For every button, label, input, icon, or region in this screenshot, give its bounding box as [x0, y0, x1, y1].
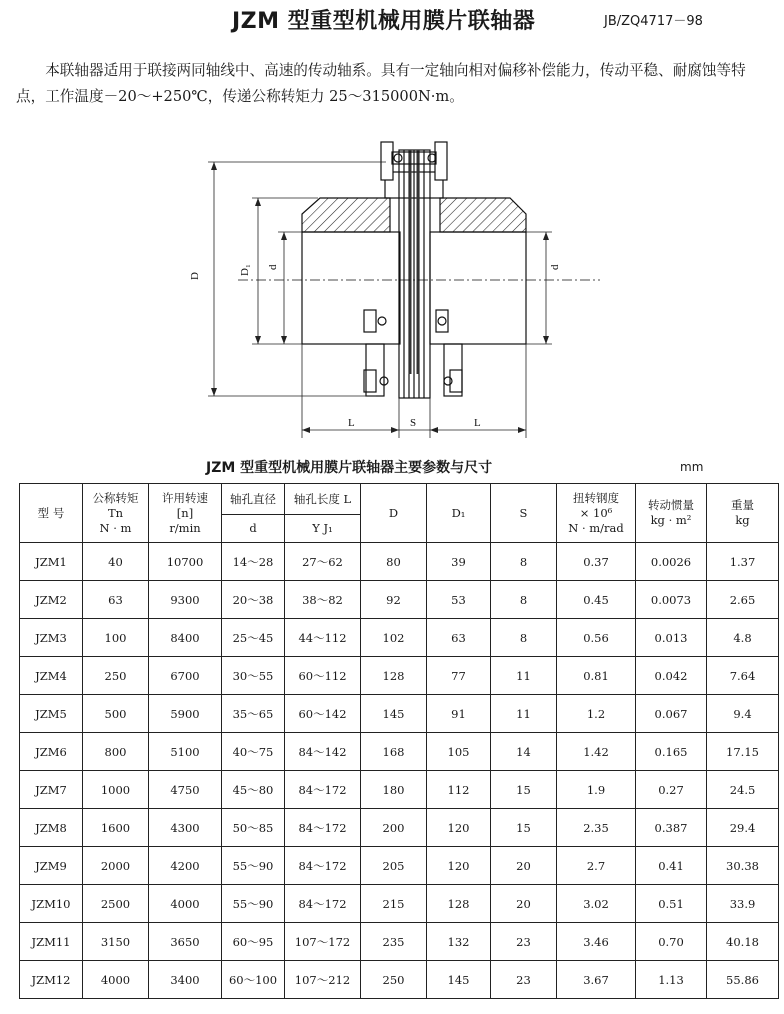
cell-D: 80	[361, 543, 427, 581]
header-stiffness-line2: × 10⁶	[579, 505, 613, 520]
cell-stiffness: 2.7	[557, 847, 636, 885]
cell-weight: 1.37	[707, 543, 779, 581]
dim-label-S: S	[410, 417, 417, 429]
cell-inertia: 0.51	[636, 885, 707, 923]
left-hub-flange-hatch	[302, 198, 390, 232]
cell-length: 38～82	[285, 581, 361, 619]
header-speed-unit: r/min	[169, 520, 201, 535]
cell-model: JZM10	[20, 885, 83, 923]
cell-bore: 60～100	[222, 961, 285, 999]
cell-S: 20	[491, 885, 557, 923]
cell-D: 168	[361, 733, 427, 771]
cell-torque: 1600	[83, 809, 149, 847]
cell-model: JZM6	[20, 733, 83, 771]
cell-bore: 55～90	[222, 847, 285, 885]
header-bore-sub: d	[222, 515, 285, 543]
cell-weight: 17.15	[707, 733, 779, 771]
cell-D1: 120	[427, 809, 491, 847]
header-inertia	[636, 484, 707, 543]
cell-speed: 4750	[149, 771, 222, 809]
cell-D: 215	[361, 885, 427, 923]
standard-number: JB/ZQ4717－98	[604, 14, 703, 29]
cell-bore: 25～45	[222, 619, 285, 657]
cell-weight: 40.18	[707, 923, 779, 961]
cell-D1: 145	[427, 961, 491, 999]
cell-length: 84～172	[285, 809, 361, 847]
cell-model: JZM7	[20, 771, 83, 809]
top-bolt-left	[381, 142, 393, 180]
cell-D1: 77	[427, 657, 491, 695]
cell-length: 60～112	[285, 657, 361, 695]
cell-model: JZM1	[20, 543, 83, 581]
cell-bore: 50～85	[222, 809, 285, 847]
cell-inertia: 0.042	[636, 657, 707, 695]
header-model: 型 号	[20, 484, 83, 543]
header-stiffness	[557, 484, 636, 543]
cell-speed: 3400	[149, 961, 222, 999]
cell-bore: 35～65	[222, 695, 285, 733]
cell-inertia: 0.41	[636, 847, 707, 885]
table-title: JZM 型重型机械用膜片联轴器主要参数与尺寸	[206, 460, 493, 476]
table-row	[20, 961, 779, 999]
cell-S: 15	[491, 809, 557, 847]
cell-D: 250	[361, 961, 427, 999]
cell-bore: 55～90	[222, 885, 285, 923]
table-row	[20, 657, 779, 695]
cell-inertia: 0.70	[636, 923, 707, 961]
cell-bore: 20～38	[222, 581, 285, 619]
cell-weight: 30.38	[707, 847, 779, 885]
header-inertia-label: 转动惯量	[648, 498, 694, 512]
dim-label-L-left: L	[348, 417, 355, 429]
cell-inertia: 0.067	[636, 695, 707, 733]
table-header-row	[20, 484, 779, 515]
cell-D1: 63	[427, 619, 491, 657]
cell-weight: 29.4	[707, 809, 779, 847]
cell-bore: 60～95	[222, 923, 285, 961]
cell-S: 23	[491, 923, 557, 961]
header-weight-unit: kg	[735, 513, 750, 527]
cell-speed: 4200	[149, 847, 222, 885]
cell-inertia: 1.13	[636, 961, 707, 999]
cell-bore: 45～80	[222, 771, 285, 809]
cell-speed: 5900	[149, 695, 222, 733]
cell-torque: 2500	[83, 885, 149, 923]
table-row	[20, 619, 779, 657]
table-row	[20, 543, 779, 581]
table-row	[20, 885, 779, 923]
cell-speed: 9300	[149, 581, 222, 619]
cell-D: 145	[361, 695, 427, 733]
cell-D1: 91	[427, 695, 491, 733]
header-speed-line1: 许用转速	[162, 490, 208, 505]
cell-D: 92	[361, 581, 427, 619]
cell-D: 180	[361, 771, 427, 809]
cell-stiffness: 3.02	[557, 885, 636, 923]
header-speed	[149, 484, 222, 543]
header-torque-unit: N · m	[99, 520, 132, 535]
table-row	[20, 809, 779, 847]
cell-stiffness: 3.46	[557, 923, 636, 961]
cell-torque: 3150	[83, 923, 149, 961]
header-torque-line2: Tn	[107, 505, 124, 520]
cell-S: 14	[491, 733, 557, 771]
cell-torque: 63	[83, 581, 149, 619]
table-row	[20, 733, 779, 771]
cell-stiffness: 0.81	[557, 657, 636, 695]
table-row	[20, 771, 779, 809]
header-weight	[707, 484, 779, 543]
left-hub-body	[302, 232, 400, 344]
cell-weight: 24.5	[707, 771, 779, 809]
table-row	[20, 923, 779, 961]
coupling-section-svg	[0, 120, 784, 450]
cell-speed: 6700	[149, 657, 222, 695]
cell-length: 107～212	[285, 961, 361, 999]
cell-torque: 250	[83, 657, 149, 695]
cell-D: 200	[361, 809, 427, 847]
table-unit: mm	[680, 460, 704, 474]
cell-stiffness: 0.56	[557, 619, 636, 657]
cell-inertia: 0.0026	[636, 543, 707, 581]
cell-length: 44～112	[285, 619, 361, 657]
cell-inertia: 0.165	[636, 733, 707, 771]
cell-stiffness: 2.35	[557, 809, 636, 847]
header-length-sub: Y J₁	[285, 515, 361, 543]
cell-bore: 30～55	[222, 657, 285, 695]
cell-weight: 55.86	[707, 961, 779, 999]
coupling-drawing	[0, 120, 784, 450]
cell-torque: 2000	[83, 847, 149, 885]
cell-D: 235	[361, 923, 427, 961]
table-body	[20, 543, 779, 999]
header-D: D	[361, 484, 427, 543]
cell-D1: 128	[427, 885, 491, 923]
cell-inertia: 0.0073	[636, 581, 707, 619]
cell-stiffness: 1.2	[557, 695, 636, 733]
cell-torque: 4000	[83, 961, 149, 999]
cell-S: 11	[491, 657, 557, 695]
cell-D1: 53	[427, 581, 491, 619]
table-row	[20, 581, 779, 619]
cell-length: 84～172	[285, 771, 361, 809]
cell-S: 15	[491, 771, 557, 809]
cell-length: 84～172	[285, 847, 361, 885]
cell-model: JZM5	[20, 695, 83, 733]
dim-label-D1: D₁	[239, 264, 251, 276]
cell-D1: 105	[427, 733, 491, 771]
table-row	[20, 847, 779, 885]
header-weight-label: 重量	[731, 498, 754, 512]
cell-model: JZM4	[20, 657, 83, 695]
cell-D: 128	[361, 657, 427, 695]
cell-torque: 100	[83, 619, 149, 657]
cell-inertia: 0.387	[636, 809, 707, 847]
cell-D1: 132	[427, 923, 491, 961]
dim-label-d-right: d	[549, 264, 561, 270]
cell-stiffness: 0.45	[557, 581, 636, 619]
header-D1: D₁	[427, 484, 491, 543]
cell-D1: 39	[427, 543, 491, 581]
cell-model: JZM11	[20, 923, 83, 961]
cell-model: JZM2	[20, 581, 83, 619]
cell-torque: 500	[83, 695, 149, 733]
header-bore: 轴孔直径	[222, 484, 285, 515]
cell-inertia: 0.013	[636, 619, 707, 657]
right-hub-flange-hatch	[440, 198, 526, 232]
cell-model: JZM8	[20, 809, 83, 847]
cell-D1: 120	[427, 847, 491, 885]
page-title: JZM 型重型机械用膜片联轴器	[232, 9, 536, 34]
cell-stiffness: 1.9	[557, 771, 636, 809]
cell-speed: 3650	[149, 923, 222, 961]
header-stiffness-unit: N · m/rad	[568, 520, 624, 535]
cell-bore: 40～75	[222, 733, 285, 771]
cell-inertia: 0.27	[636, 771, 707, 809]
cell-model: JZM12	[20, 961, 83, 999]
cell-weight: 9.4	[707, 695, 779, 733]
cell-S: 11	[491, 695, 557, 733]
cell-stiffness: 1.42	[557, 733, 636, 771]
cell-length: 84～142	[285, 733, 361, 771]
dim-label-D: D	[189, 272, 201, 280]
cell-length: 60～142	[285, 695, 361, 733]
page-header	[0, 0, 784, 40]
cell-speed: 4300	[149, 809, 222, 847]
cell-S: 20	[491, 847, 557, 885]
cell-D1: 112	[427, 771, 491, 809]
cell-D: 205	[361, 847, 427, 885]
header-inertia-unit: kg · m²	[650, 513, 692, 527]
cell-length: 107～172	[285, 923, 361, 961]
cell-stiffness: 3.67	[557, 961, 636, 999]
header-length: 轴孔长度 L	[285, 484, 361, 515]
mid-bolt-left	[364, 310, 376, 332]
header-torque	[83, 484, 149, 543]
cell-D: 102	[361, 619, 427, 657]
cell-speed: 8400	[149, 619, 222, 657]
cell-model: JZM9	[20, 847, 83, 885]
top-bolt-right	[435, 142, 447, 180]
cell-model: JZM3	[20, 619, 83, 657]
cell-weight: 7.64	[707, 657, 779, 695]
description-paragraph: 本联轴器适用于联接两同轴线中、高速的传动轴系。具有一定轴向相对偏移补偿能力，传动平稳、耐腐蚀等特点，工作温度－20～+250℃，传递公称转矩力 25～315000N·m。	[16, 62, 746, 105]
cell-speed: 5100	[149, 733, 222, 771]
cell-stiffness: 0.37	[557, 543, 636, 581]
cell-S: 8	[491, 619, 557, 657]
cell-weight: 2.65	[707, 581, 779, 619]
parameters-table	[19, 483, 779, 999]
cell-length: 84～172	[285, 885, 361, 923]
cell-torque: 1000	[83, 771, 149, 809]
cell-speed: 10700	[149, 543, 222, 581]
cell-length: 27～62	[285, 543, 361, 581]
table-row	[20, 695, 779, 733]
header-speed-line2: [n]	[176, 505, 194, 520]
cell-weight: 33.9	[707, 885, 779, 923]
right-hub-body	[430, 232, 526, 344]
cell-torque: 40	[83, 543, 149, 581]
cell-speed: 4000	[149, 885, 222, 923]
cell-weight: 4.8	[707, 619, 779, 657]
cell-S: 23	[491, 961, 557, 999]
dim-label-L-right: L	[474, 417, 481, 429]
header-stiffness-line1: 扭转钢度	[573, 490, 619, 505]
cell-S: 8	[491, 581, 557, 619]
cell-torque: 800	[83, 733, 149, 771]
cell-bore: 14～28	[222, 543, 285, 581]
header-torque-line1: 公称转矩	[92, 490, 139, 505]
header-S: S	[491, 484, 557, 543]
dim-label-d-left: d	[267, 264, 279, 270]
cell-S: 8	[491, 543, 557, 581]
